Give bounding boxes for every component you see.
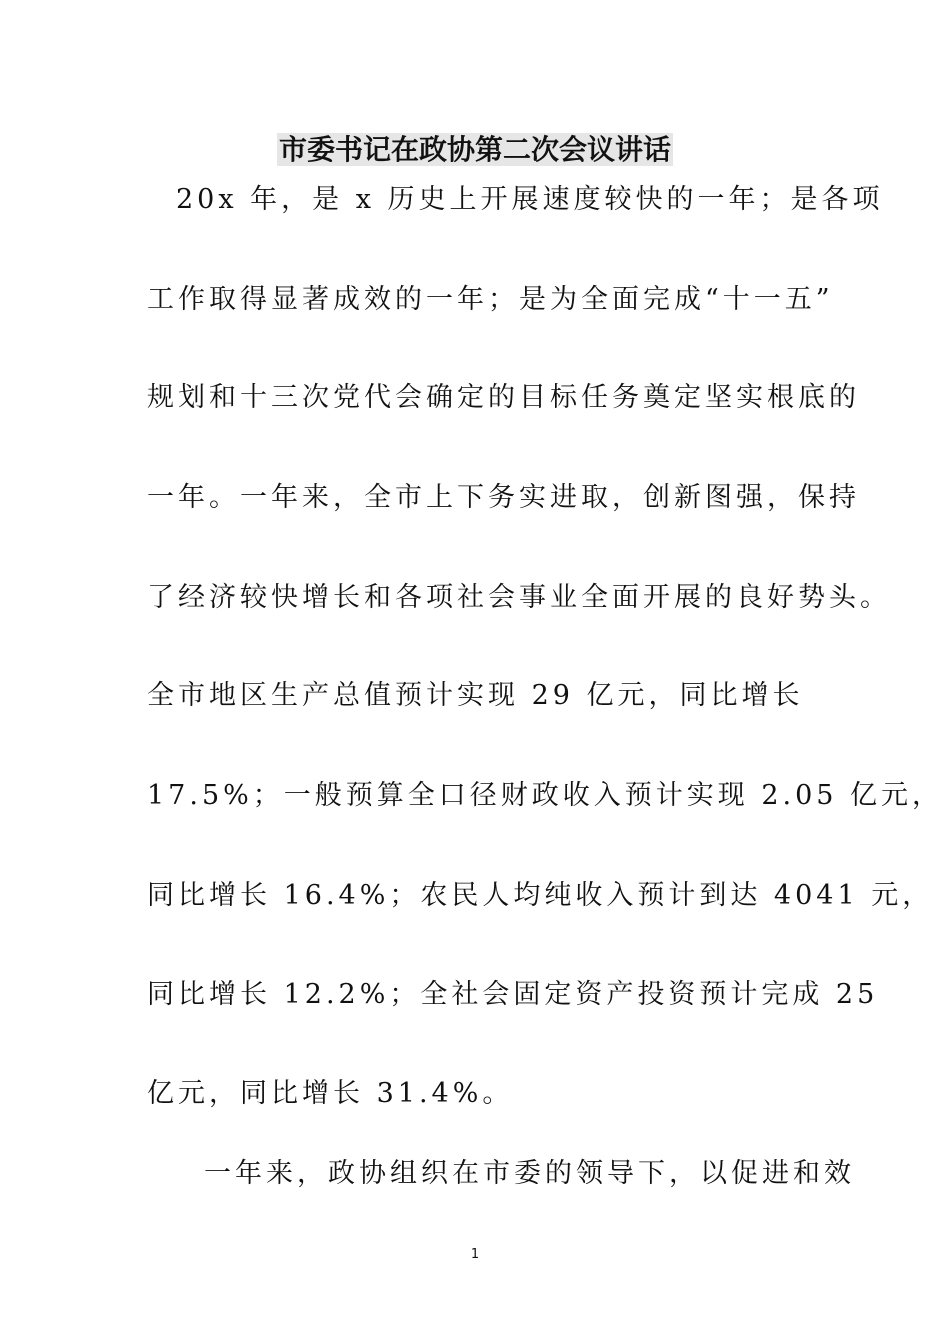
- body-line-4: 一年。一年来，全市上下务实进取，创新图强，保持: [147, 482, 860, 513]
- body-line-11: 一年来，政协组织在市委的领导下，以促进和效: [204, 1158, 855, 1189]
- body-line-1: 20x 年，是 x 历史上开展速度较快的一年；是各项: [176, 184, 884, 215]
- page-number: 1: [470, 1247, 480, 1262]
- document-title: [0, 128, 950, 172]
- body-line-5: 了经济较快增长和各项社会事业全面开展的良好势头。: [147, 582, 891, 613]
- document-title-text: 市委书记在政协第二次会议讲话: [278, 133, 671, 166]
- body-line-3: 规划和十三次党代会确定的目标任务奠定坚实根底的: [147, 382, 860, 413]
- body-line-2: 工作取得显著成效的一年；是为全面完成“十一五”: [147, 284, 834, 315]
- body-line-10: 亿元，同比增长 31.4%。: [147, 1078, 514, 1109]
- body-line-7: 17.5%；一般预算全口径财政收入预计实现 2.05 亿元，: [147, 780, 944, 811]
- body-line-9: 同比增长 12.2%；全社会固定资产投资预计完成 25: [147, 979, 879, 1010]
- body-line-6: 全市地区生产总值预计实现 29 亿元，同比增长: [147, 680, 804, 711]
- body-line-8: 同比增长 16.4%；农民人均纯收入预计到达 4041 元，: [147, 880, 934, 911]
